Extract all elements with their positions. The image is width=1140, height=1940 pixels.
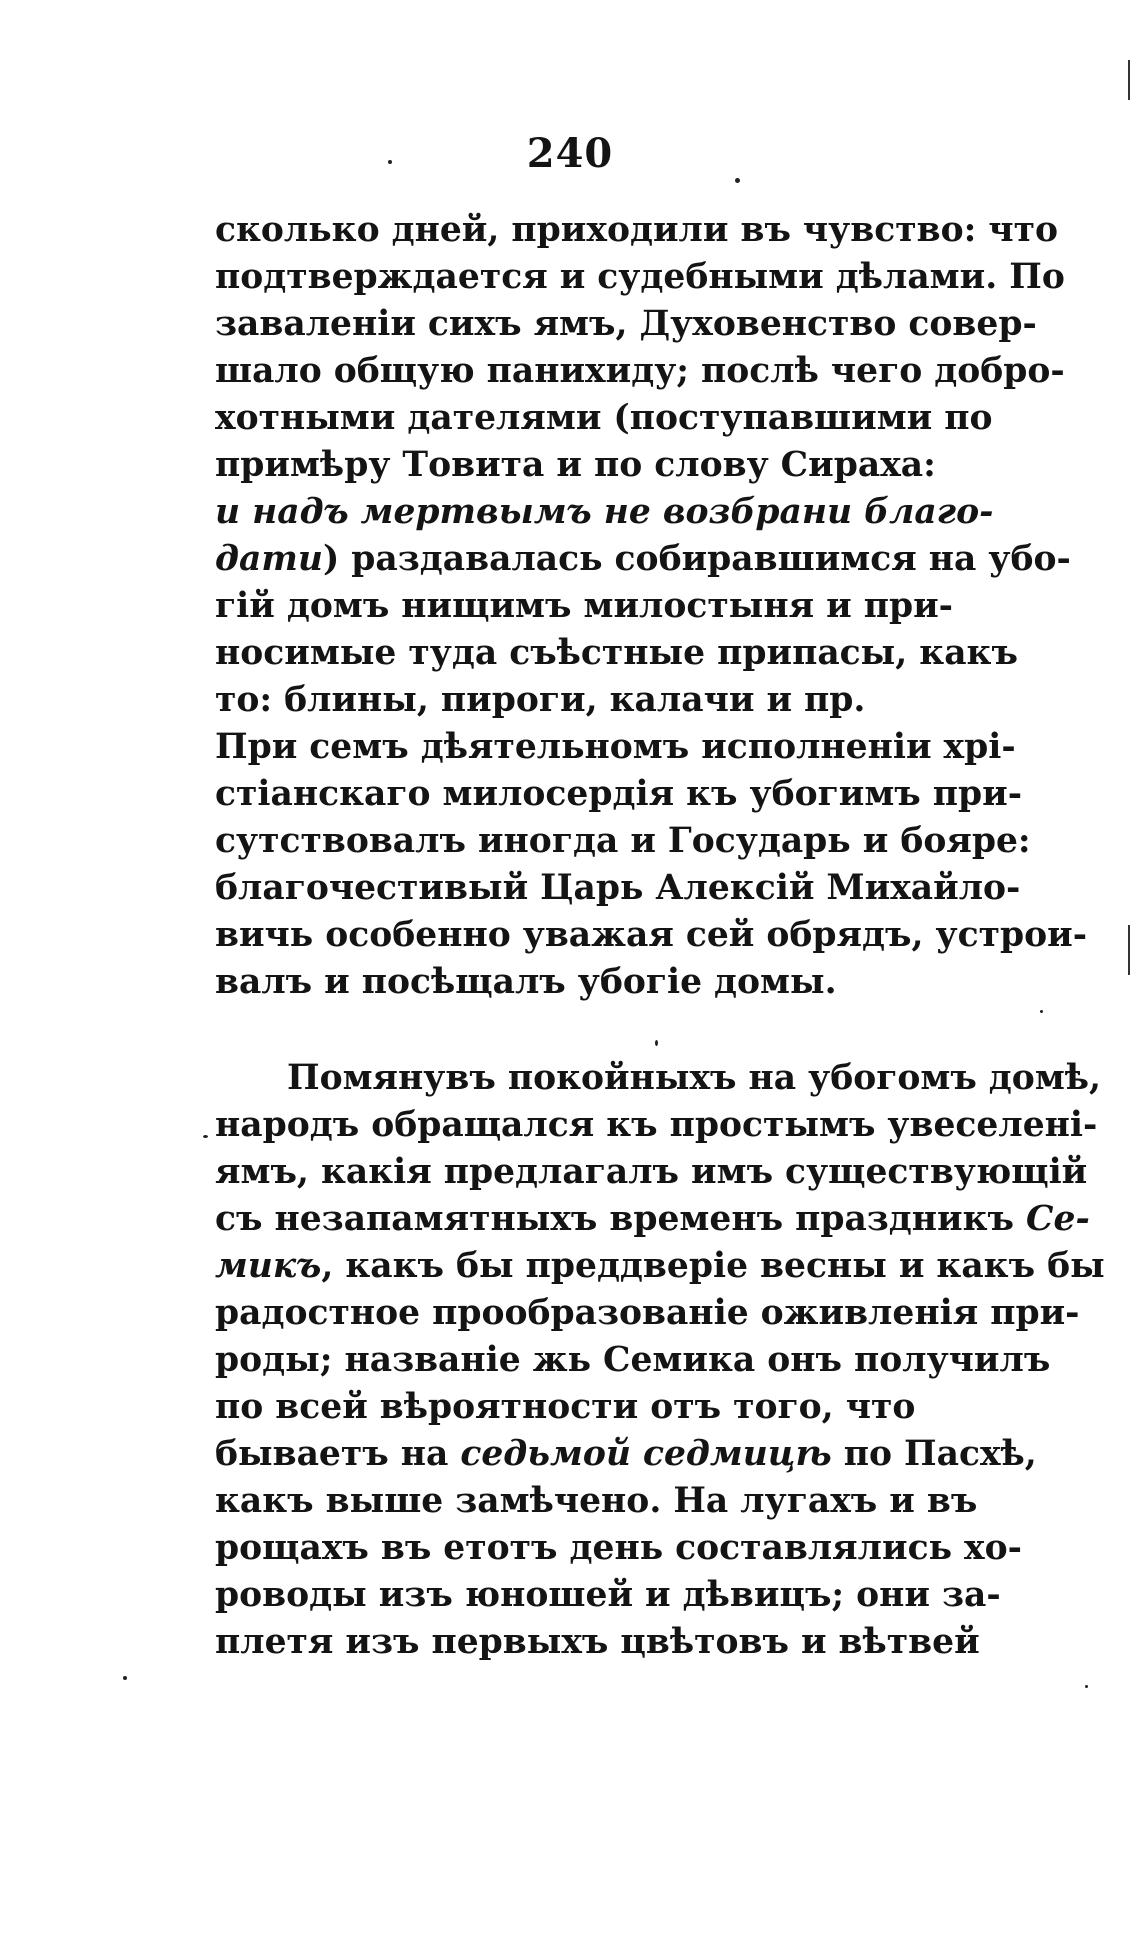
text-line: плетя изъ первыхъ цвѣтовъ и вѣтвей (215, 1622, 980, 1662)
scan-speck (203, 1135, 208, 1138)
italic-quote-end: дати (215, 539, 323, 579)
text-line: по всей вѣроятности отъ того, что (215, 1387, 916, 1427)
italic-term: Се- (1026, 1199, 1090, 1239)
text-line-start: съ незапамятныхъ временъ праздникъ (215, 1199, 1027, 1239)
text-line: рощахъ въ етотъ день составлялись хо- (215, 1528, 1022, 1568)
scan-edge-line (1128, 60, 1130, 100)
scan-edge-line (1128, 925, 1130, 975)
paragraph-2 (215, 1055, 1105, 1666)
text-line: стіанскаго милосердія къ убогимъ при- (215, 774, 1023, 814)
text-line: радостное прообразованіе оживленія при- (215, 1293, 1080, 1333)
text-line: сутствовалъ иногда и Государь и бояре: (215, 821, 1031, 861)
text-line: носимые туда съѣстные припасы, какъ (215, 633, 1018, 673)
paragraph-1 (215, 207, 1095, 1006)
text-line: народъ обращался къ простымъ увеселені- (215, 1105, 1098, 1145)
scan-speck (1040, 1010, 1043, 1013)
text-line: вичь особенно уважая сей обрядъ, устрои- (215, 915, 1088, 955)
text-line: шало общую панихиду; послѣ чего добро- (215, 351, 1065, 391)
text-line: благочестивый Царь Алексій Михайло- (215, 868, 1021, 908)
italic-term: седьмой седмицѣ (460, 1434, 832, 1474)
text-line (215, 1196, 1095, 1243)
page-number: 240 (526, 130, 614, 177)
text-line: сколько дней, приходили въ чувство: что (215, 210, 1058, 250)
text-line (215, 1431, 1095, 1478)
text-line: хотными дателями (поступавшими по (215, 398, 993, 438)
scan-speck (388, 160, 392, 164)
text-line (215, 1243, 1105, 1290)
text-line: роводы изъ юношей и дѣвицъ; они за- (215, 1575, 1001, 1615)
italic-term: микъ (215, 1246, 322, 1286)
text-line: то: блины, пироги, калачи и пр. (215, 680, 866, 720)
text-line-rest: , какъ бы преддверіе весны и какъ бы (321, 1246, 1105, 1286)
text-line-start: бываетъ на (215, 1434, 461, 1474)
text-line: валъ и посѣщалъ убогіе домы. (215, 962, 837, 1002)
scan-speck (1085, 1685, 1088, 1688)
text-line: При семъ дѣятельномъ исполненіи хрі- (215, 727, 1016, 767)
scan-speck (123, 1676, 127, 1680)
text-line-rest: ) раздавалась собиравшимся на убо- (322, 539, 1071, 579)
text-line: роды; названіе жь Семика онъ получилъ (215, 1340, 1051, 1380)
text-line: гій домъ нищимъ милостыня и при- (215, 586, 953, 626)
text-line: Помянувъ покойныхъ на убогомъ домѣ, (287, 1058, 1102, 1098)
scan-speck (655, 1040, 658, 1046)
italic-quote-line: и надъ мертвымъ не возбрани благо- (215, 492, 994, 532)
text-line: ямъ, какія предлагалъ имъ существующій (215, 1152, 1088, 1192)
scan-speck (735, 178, 740, 183)
text-line: какъ выше замѣчено. На лугахъ и въ (215, 1481, 978, 1521)
text-line (215, 536, 1095, 583)
text-line-rest: по Пасхѣ, (831, 1434, 1037, 1474)
text-line: заваленіи сихъ ямъ, Духовенство совер- (215, 304, 1037, 344)
text-line: подтверждается и судебными дѣлами. По (215, 257, 1065, 297)
text-line: примѣру Товита и по слову Сираха: (215, 445, 936, 485)
